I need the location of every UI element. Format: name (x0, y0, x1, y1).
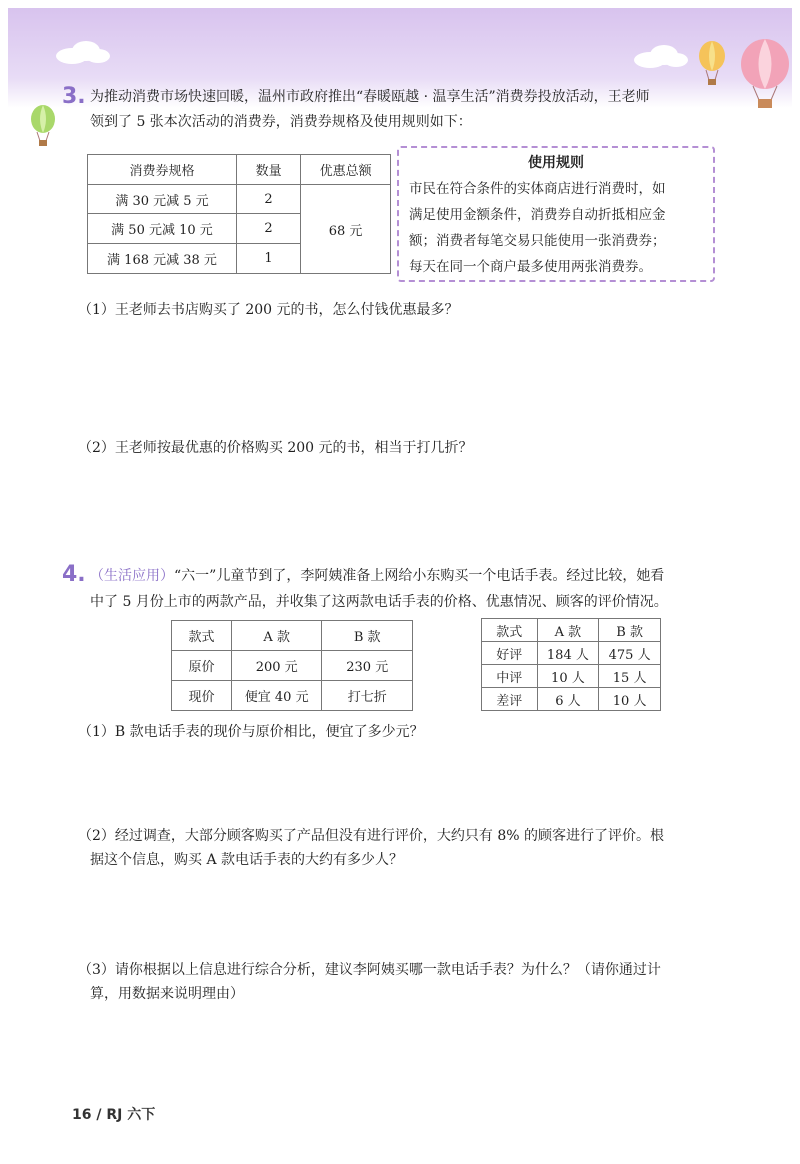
price-table (171, 620, 413, 711)
question-text: 为推动消费市场快速回暖，温州市政府推出“春暖瓯越 · 温享生活”消费券投放活动，王老师 (90, 89, 650, 105)
table-cell: 原价 (172, 651, 232, 681)
table-cell: 打七折 (322, 681, 413, 711)
table-cell: 满 30 元减 5 元 (88, 185, 237, 214)
table-cell: 2 (236, 214, 300, 244)
table-cell: 好评 (482, 642, 538, 665)
table-cell: 6 人 (537, 688, 599, 711)
question-text (90, 566, 664, 586)
table-cell: 满 168 元减 38 元 (88, 244, 237, 274)
review-table (481, 618, 661, 711)
rules-line: 额；消费者每笔交易只能使用一张消费券； (409, 233, 666, 249)
table-cell: 200 元 (231, 651, 322, 681)
table-cell: 现价 (172, 681, 232, 711)
table-cell: 10 人 (537, 665, 599, 688)
rules-line: 满足使用金额条件，消费券自动折抵相应金 (409, 207, 666, 223)
table-cell: 差评 (482, 688, 538, 711)
usage-rules-box (397, 146, 715, 282)
table-cell: 1 (236, 244, 300, 274)
table-cell: 184 人 (537, 642, 599, 665)
hot-air-balloon-icon (28, 104, 58, 148)
table-header: A 款 (537, 619, 599, 642)
table-cell: 475 人 (599, 642, 661, 665)
table-cell: 便宜 40 元 (231, 681, 322, 711)
question-text-part: “六一”儿童节到了，李阿姨准备上网给小东购买一个电话手表。经过比较，她看 (174, 568, 665, 584)
question-number: 4. (62, 562, 86, 587)
question-tag: （生活应用） (90, 568, 174, 584)
table-cell: 中评 (482, 665, 538, 688)
table-cell: 15 人 (599, 665, 661, 688)
sub-question: （1）王老师去书店购买了 200 元的书，怎么付钱优惠最多？ (78, 302, 459, 318)
sub-question: （2）王老师按最优惠的价格购买 200 元的书，相当于打几折？ (78, 440, 473, 456)
table-header: A 款 (231, 621, 322, 651)
table-header: B 款 (322, 621, 413, 651)
table-header: 款式 (172, 621, 232, 651)
page-footer: 16 / RJ 六下 (72, 1107, 156, 1123)
hot-air-balloon-icon (696, 40, 728, 86)
table-cell: 10 人 (599, 688, 661, 711)
table-cell-total: 68 元 (301, 185, 391, 274)
rules-title: 使用规则 (528, 155, 584, 171)
rules-line: 市民在符合条件的实体商店进行消费时，如 (409, 181, 666, 197)
table-header: 优惠总额 (301, 155, 391, 185)
coupon-table (87, 154, 391, 274)
cloud-icon (52, 40, 112, 64)
sub-question: 据这个信息，购买 A 款电话手表的大约有多少人？ (90, 852, 404, 868)
question-text: 中了 5 月份上市的两款产品，并收集了这两款电话手表的价格、优惠情况、顾客的评价情况。 (90, 594, 668, 610)
rules-text (409, 176, 709, 280)
cloud-icon (630, 44, 690, 68)
table-cell: 满 50 元减 10 元 (88, 214, 237, 244)
sub-question: 算，用数据来说明理由） (90, 986, 244, 1002)
sub-question: （3）请你根据以上信息进行综合分析，建议李阿姨买哪一款电话手表？为什么？（请你通过计 (78, 962, 661, 978)
table-cell: 230 元 (322, 651, 413, 681)
question-number: 3. (62, 84, 86, 109)
table-header: B 款 (599, 619, 661, 642)
question-text: 领到了 5 张本次活动的消费券，消费券规格及使用规则如下： (90, 114, 472, 130)
sub-question: （2）经过调查，大部分顾客购买了产品但没有进行评价，大约只有 8% 的顾客进行了评价。根 (78, 828, 665, 844)
table-cell: 2 (236, 185, 300, 214)
table-header: 数量 (236, 155, 300, 185)
table-header: 款式 (482, 619, 538, 642)
sub-question: （1）B 款电话手表的现价与原价相比，便宜了多少元？ (78, 724, 424, 740)
hot-air-balloon-icon (738, 38, 792, 110)
rules-line: 每天在同一个商户最多使用两张消费券。 (409, 259, 652, 275)
table-header: 消费券规格 (88, 155, 237, 185)
